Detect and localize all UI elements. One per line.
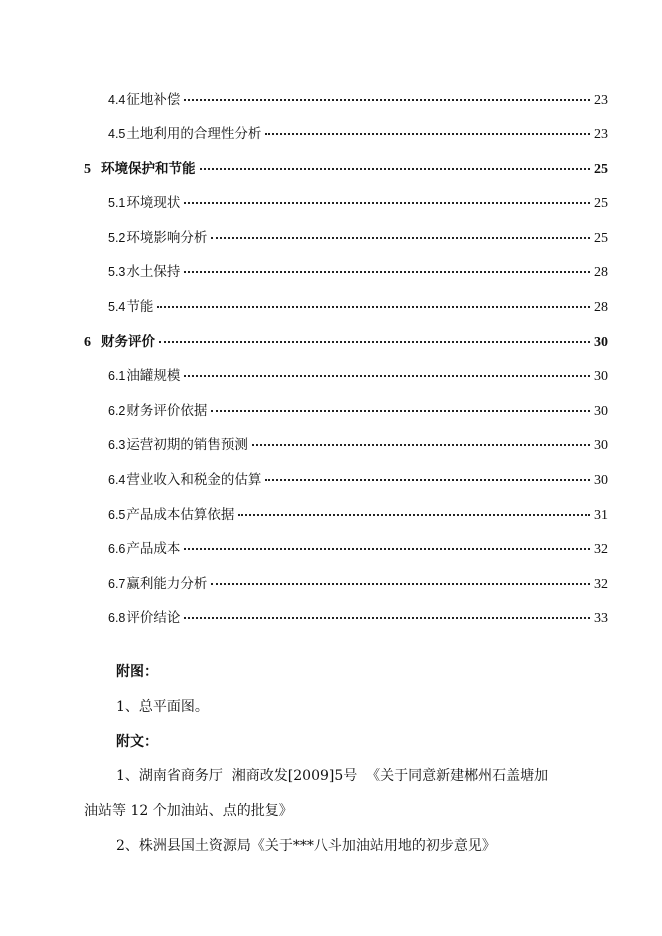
toc-title: 运营初期的销售预测 <box>126 437 248 453</box>
toc-row[interactable] <box>108 537 608 558</box>
toc-title: 产品成本 <box>126 541 181 557</box>
toc-leader <box>265 479 590 481</box>
toc-row[interactable] <box>108 88 608 109</box>
toc-number: 6.6 <box>108 542 126 556</box>
toc-title: 环境影响分析 <box>126 230 208 246</box>
toc-row[interactable] <box>108 260 608 281</box>
toc-leader <box>159 341 590 343</box>
toc-number: 6.1 <box>108 369 126 383</box>
toc-leader <box>252 444 590 446</box>
toc-title: 节能 <box>126 299 154 315</box>
toc-title: 评价结论 <box>126 610 181 626</box>
toc-row[interactable] <box>108 399 608 420</box>
toc-page: 23 <box>594 127 608 142</box>
toc-title: 油罐规模 <box>126 368 181 384</box>
toc-leader <box>238 514 590 516</box>
toc-page: 23 <box>594 93 608 108</box>
toc-leader <box>211 583 590 585</box>
toc-page: 30 <box>594 473 608 488</box>
toc-leader <box>211 410 590 412</box>
toc-title: 产品成本估算依据 <box>126 507 235 523</box>
toc-number: 4.4 <box>108 93 126 107</box>
toc-page: 28 <box>594 300 608 315</box>
toc-number: 6.3 <box>108 438 126 452</box>
toc-leader <box>211 237 590 239</box>
toc-row[interactable] <box>108 572 608 593</box>
toc-number: 5.2 <box>108 231 126 245</box>
figure-item: 1、总平面图。 <box>116 699 209 715</box>
toc-row[interactable] <box>108 433 608 454</box>
toc-row[interactable] <box>108 226 608 247</box>
toc-page: 30 <box>594 369 608 384</box>
toc-page: 33 <box>594 611 608 626</box>
toc-leader <box>157 306 590 308</box>
toc-title: 财务评价依据 <box>126 403 208 419</box>
toc-number: 6.8 <box>108 611 126 625</box>
toc-page: 25 <box>594 162 608 177</box>
toc-leader <box>184 548 590 550</box>
toc-leader <box>265 133 590 135</box>
toc-title: 赢利能力分析 <box>126 576 208 592</box>
toc-leader <box>184 375 590 377</box>
toc-leader <box>200 168 591 170</box>
toc-title: 水土保持 <box>126 264 181 280</box>
toc-page: 32 <box>594 577 608 592</box>
toc-leader <box>184 202 590 204</box>
toc-title: 财务评价 <box>101 334 155 350</box>
toc-title: 环境保护和节能 <box>101 161 196 177</box>
toc-page: 32 <box>594 542 608 557</box>
toc-page: 25 <box>594 231 608 246</box>
toc-number: 5 <box>84 162 91 177</box>
document-item: 1、湖南省商务厅 湘商改发[2009]5号 《关于同意新建郴州石盖塘加 <box>116 768 549 784</box>
toc-title: 营业收入和税金的估算 <box>126 472 262 488</box>
toc-chapter-row[interactable] <box>84 330 608 351</box>
toc-row[interactable] <box>108 122 608 143</box>
toc-title: 环境现状 <box>126 195 181 211</box>
toc-number: 6.4 <box>108 473 126 487</box>
documents-heading: 附文： <box>116 734 158 750</box>
toc-leader <box>184 271 590 273</box>
toc-row[interactable] <box>108 295 608 316</box>
toc-row[interactable] <box>108 468 608 489</box>
toc-page: 25 <box>594 196 608 211</box>
toc-title: 征地补偿 <box>126 92 181 108</box>
toc-leader <box>184 617 590 619</box>
toc-row[interactable] <box>108 606 608 627</box>
toc-page: 30 <box>594 335 608 350</box>
figures-heading: 附图： <box>116 664 158 680</box>
toc-page: 31 <box>594 508 608 523</box>
toc-number: 5.3 <box>108 265 126 279</box>
toc-chapter-row[interactable] <box>84 157 608 178</box>
toc-page: 30 <box>594 404 608 419</box>
toc-number: 6 <box>84 335 91 350</box>
document-item: 2、株洲县国土资源局《关于***八斗加油站用地的初步意见》 <box>116 838 496 854</box>
toc-number: 5.1 <box>108 196 126 210</box>
toc-row[interactable] <box>108 503 608 524</box>
toc-leader <box>184 99 590 101</box>
toc-number: 4.5 <box>108 127 126 141</box>
toc-page: 30 <box>594 438 608 453</box>
toc-number: 6.7 <box>108 577 126 591</box>
toc-number: 6.5 <box>108 508 126 522</box>
toc-page: 28 <box>594 265 608 280</box>
toc-title: 土地利用的合理性分析 <box>126 126 262 142</box>
toc-row[interactable] <box>108 191 608 212</box>
toc-number: 6.2 <box>108 404 126 418</box>
document-item-continued: 油站等 12 个加油站、点的批复》 <box>84 803 293 819</box>
toc-number: 5.4 <box>108 300 126 314</box>
toc-row[interactable] <box>108 364 608 385</box>
